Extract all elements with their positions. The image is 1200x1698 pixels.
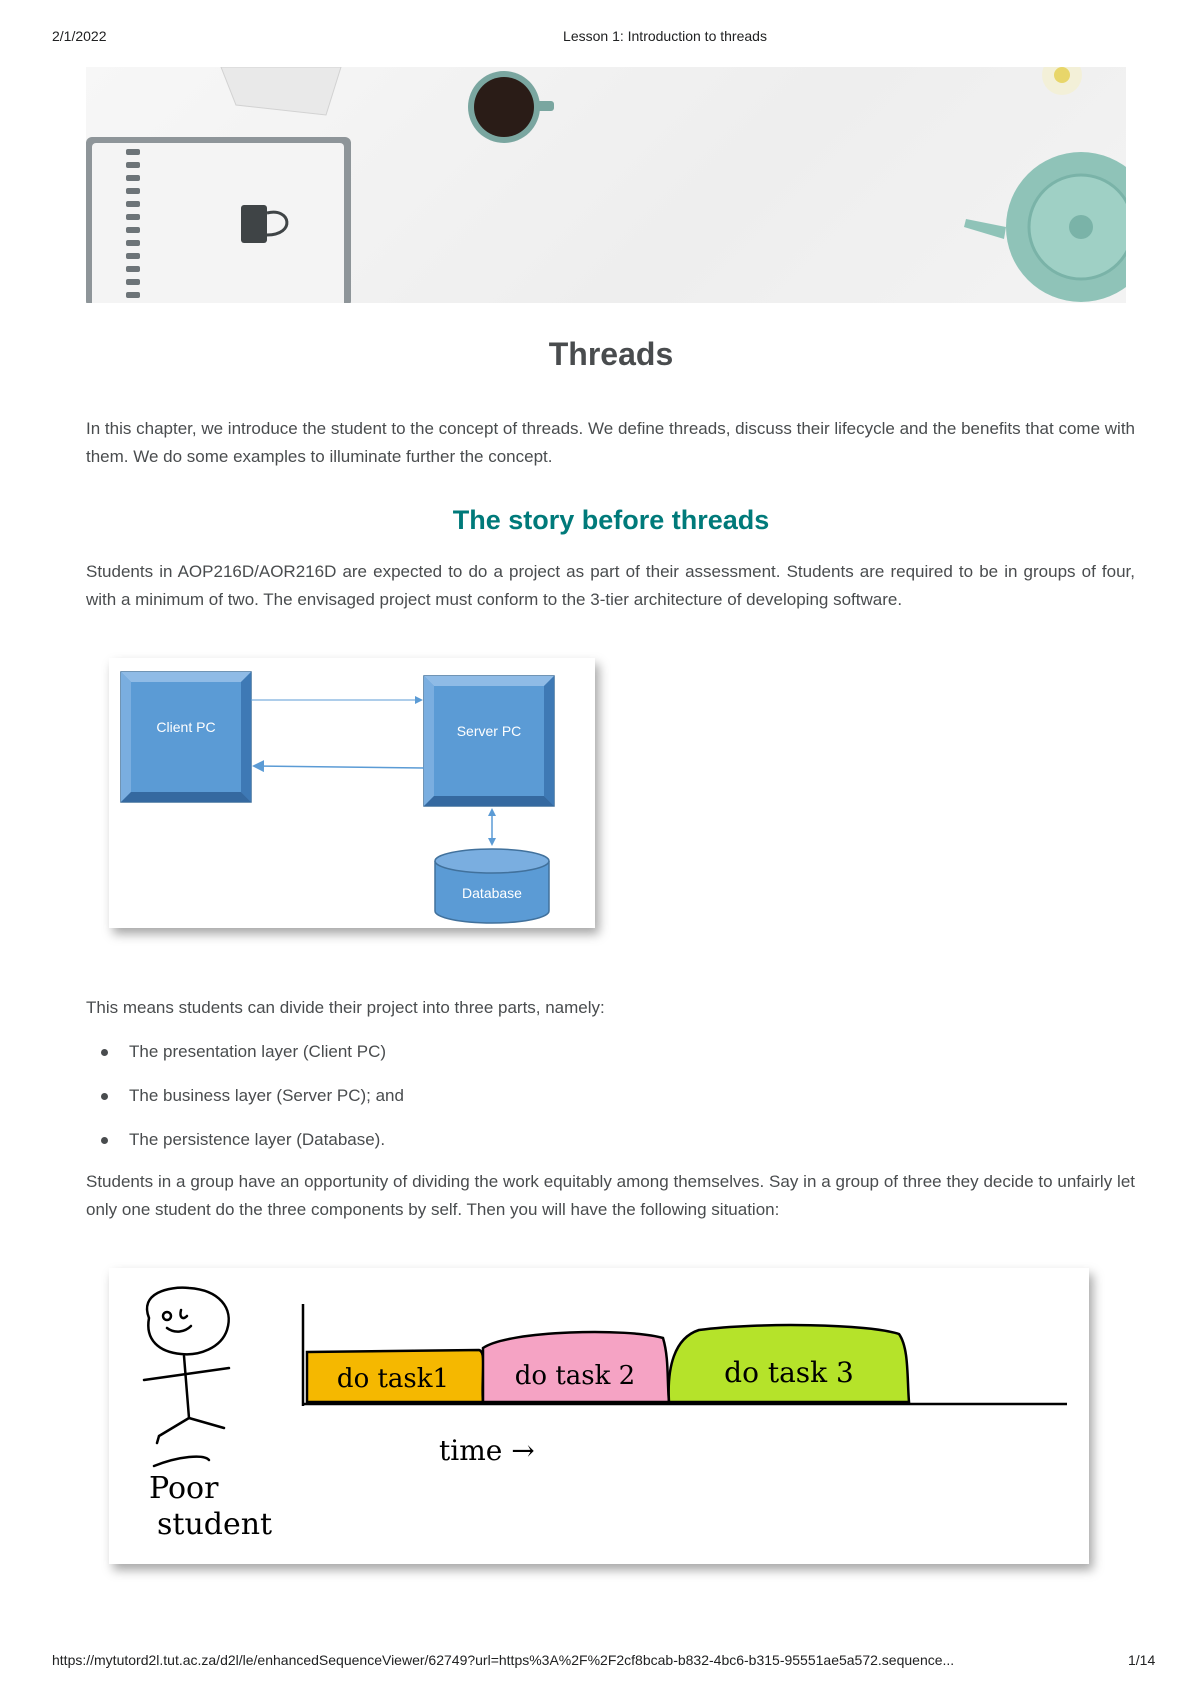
client-pc-label: Client PC xyxy=(156,719,216,735)
divide-intro: This means students can divide their project into three parts, namely: xyxy=(86,998,605,1017)
task2-block xyxy=(483,1332,669,1402)
response-arrow xyxy=(255,766,424,768)
layer-text: The persistence layer (Database). xyxy=(129,1130,386,1149)
task1-block xyxy=(307,1350,483,1402)
client-pc-box xyxy=(121,672,251,802)
task1-label: do task1 xyxy=(336,1364,450,1394)
print-url: https://mytutord2l.tut.ac.za/d2l/le/enhancedSequenceViewer/62749?url=https%3A%2F%2F2cf8bcab-b832-4bc6-b315-95551ae5a572.sequence... xyxy=(52,1652,955,1668)
bullet-icon xyxy=(101,1093,108,1100)
poor-label: Poor xyxy=(149,1471,219,1506)
page-number: 1/14 xyxy=(1128,1652,1156,1668)
sequential-tasks-sketch xyxy=(109,1268,1089,1564)
page-title: Threads xyxy=(548,336,674,372)
task2-label: do task 2 xyxy=(514,1361,636,1391)
print-date: 2/1/2022 xyxy=(52,28,107,44)
database-label: Database xyxy=(462,885,522,901)
layers-list xyxy=(86,1030,986,1162)
task3-block xyxy=(669,1325,909,1402)
database-cylinder xyxy=(435,849,549,923)
list-item xyxy=(86,1030,986,1074)
print-page-title: Lesson 1: Introduction to threads xyxy=(563,28,767,44)
list-item xyxy=(86,1118,986,1162)
server-pc-label: Server PC xyxy=(456,723,522,739)
student-label: student xyxy=(157,1507,273,1542)
banner-image xyxy=(86,67,1126,303)
layer-text: The presentation layer (Client PC) xyxy=(129,1042,387,1061)
bullet-icon xyxy=(101,1137,108,1144)
list-item xyxy=(86,1074,986,1118)
task3-label: do task 3 xyxy=(724,1356,854,1389)
poor-student-figure xyxy=(144,1288,229,1466)
group-paragraph: Students in a group have an opportunity of dividing the work equitably among themselves. Say in a group of three they decide to unfairly let only one student do the three components by self. Then you will have the following situation: xyxy=(86,1172,1135,1219)
story-paragraph: Students in AOP216D/AOR216D are expected to do a project as part of their assessment. Students are required to be in groups of four, with a minimum of two. The envisaged project must conform to the 3-tier architecture of developing software. xyxy=(86,562,1135,609)
section-heading: The story before threads xyxy=(452,505,770,535)
layer-text: The business layer (Server PC); and xyxy=(129,1086,404,1105)
server-pc-box xyxy=(424,676,554,806)
three-tier-diagram xyxy=(109,658,595,928)
bullet-icon xyxy=(101,1049,108,1056)
time-label: time → xyxy=(439,1434,535,1467)
intro-paragraph: In this chapter, we introduce the student to the concept of threads. We define threads, discuss their lifecycle and the benefits that come with them. We do some examples to illuminate further the concept. xyxy=(86,419,1135,466)
